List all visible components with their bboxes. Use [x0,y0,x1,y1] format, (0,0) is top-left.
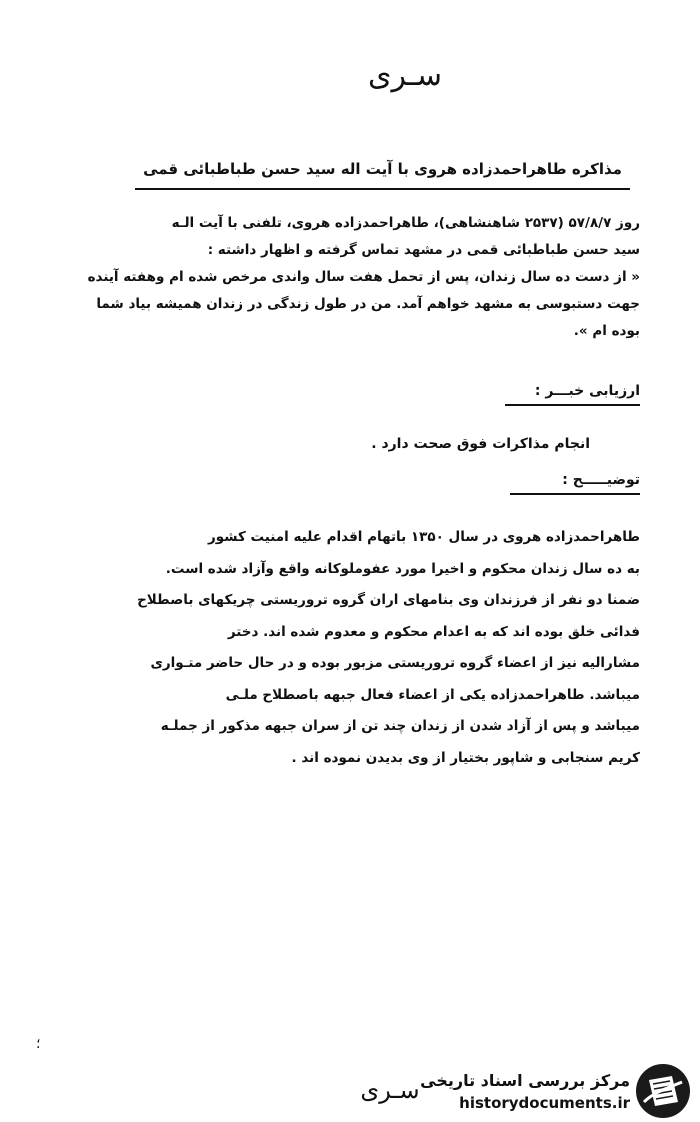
intro-paragraph [70,210,640,264]
title-underline [135,188,630,190]
quote-line: جهت دستبوسی به مشهد خواهم آمد. من در طول زندگی در زندان همیشه بیاد شما [96,296,640,312]
archive-logo-icon [634,1062,692,1120]
quote-line: بوده ام ». [573,323,640,339]
quote-line: « از دست ده سال زندان، پس از تحمل هفت سال واندی مرخص شده ام وهفته آینده [87,269,640,285]
footer-watermark [420,1070,630,1114]
explanation-line: میباشد. طاهراحمدزاده یکی از اعضاء فعال جبهه باصطلاح ملـی [225,686,640,703]
organization-name: مرکز بررسی اسناد تاریخی [420,1071,630,1090]
document-title: مذاکره طاهراحمدزاده هروی با آیت اله سید حسن طباطبائی قمی [143,160,622,178]
intro-line: سید حسن طباطبائی قمی در مشهد تماس گرفته و اظهار داشته : [207,242,640,258]
evaluation-heading-underline [505,404,640,406]
margin-mark: ؛ [36,1036,41,1052]
evaluation-text: انجام مذاکرات فوق صحت دارد . [371,436,590,452]
footer-signature: سـری [360,1076,420,1104]
classification-stamp: سـری [368,58,442,93]
quote-paragraph [70,264,640,345]
explanation-line: مشارالیه نیز از اعضاء گروه تروریستی مزبور بوده و در حال حاضر متـواری [150,655,640,671]
explanation-line: ضمنا دو نفر از فرزندان وی بنامهای اران گروه تروریستی چریکهای باصطلاح [137,592,640,608]
explanation-line: فدائی خلق بوده اند که به اعدام محکوم و معدوم شده اند. دختر [227,623,640,640]
website-link[interactable]: historydocuments.ir [459,1094,630,1112]
explanation-line: به ده سال زندان محکوم و اخیرا مورد عفوملوکانه واقع وآزاد شده است. [165,560,640,577]
evaluation-heading: ارزیابی خبـــر : [534,383,640,399]
explanation-paragraph [70,522,640,774]
explanation-line: میباشد و پس از آزاد شدن از زندان چند تن از سران جبهه مذکور از جملـه [160,718,640,734]
explanation-heading: توضیـــــح : [562,472,640,488]
explanation-heading-underline [510,493,640,495]
intro-line: روز ۵۷/۸/۷ (۲۵۳۷ شاهنشاهی)، طاهراحمدزاده هروی، تلفنی با آیت الـه [171,215,640,231]
explanation-line: طاهراحمدزاده هروی در سال ۱۳۵۰ باتهام اقدام علیه امنیت کشور [207,529,640,545]
explanation-line: کریم سنجابی و شاپور بختیار از وی بدیدن نموده اند . [291,749,640,766]
